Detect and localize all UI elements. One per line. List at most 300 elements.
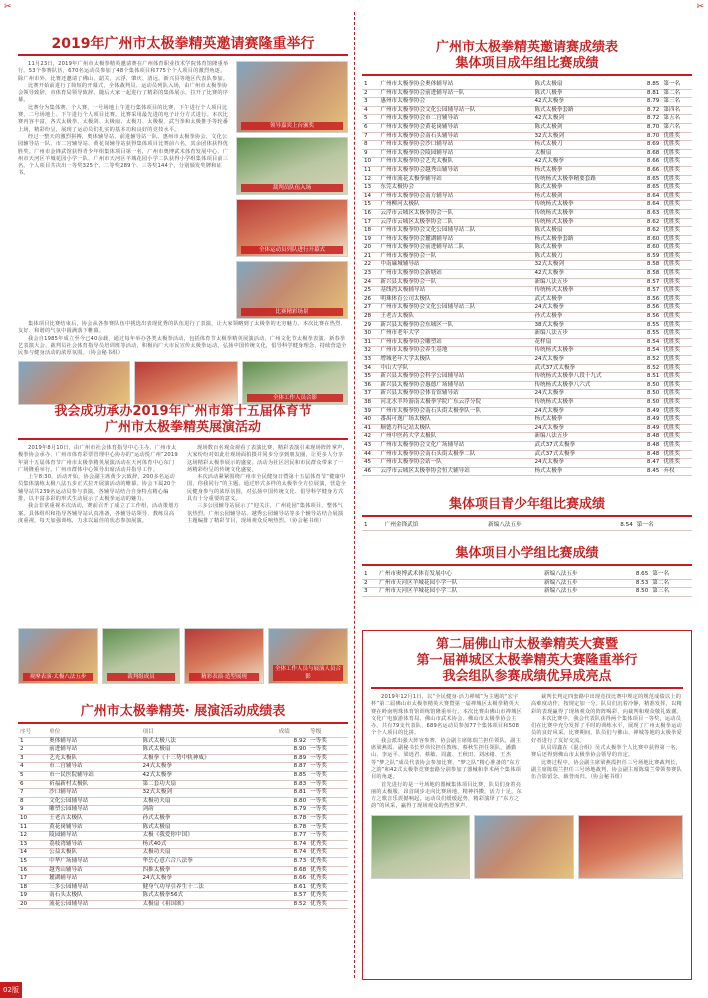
table-cell-event: 太极拳《十三势中轨神威》 [142, 754, 210, 761]
photo-opening-ceremony [236, 199, 348, 257]
table-cell-score: 8.74 [293, 849, 307, 856]
table-cell-rank: 6 [364, 123, 368, 130]
photo-caption: 观摩表演·太极八法五步 [23, 673, 93, 681]
table-cell-award: 优胜奖 [663, 390, 681, 397]
table-cell-rank: 43 [364, 441, 372, 448]
table-cell-event: 传统杨式太极拳 [534, 347, 574, 354]
table-cell-score: 8.66 [646, 158, 660, 165]
table-cell-award: 优秀奖 [310, 875, 327, 882]
table-cell-rank: 33 [364, 356, 372, 362]
table-cell-award: 优胜奖 [663, 450, 681, 457]
table-cell-unit: 沙口辅导站 [49, 789, 78, 796]
table-cell-score: 8.66 [646, 166, 660, 173]
table-cell-event: 24式太极拳 [142, 763, 172, 770]
table-cell-rank: 8 [364, 141, 368, 148]
table-row [362, 81, 692, 89]
table-cell-rank: 44 [364, 450, 372, 457]
table-cell-score: 8.49 [646, 407, 660, 414]
table-row [362, 390, 692, 399]
table-cell-award: 优胜奖 [663, 356, 681, 362]
table-cell-event: 32式太极剑 [534, 261, 564, 268]
table-cell-score: 8.64 [646, 201, 660, 208]
table-cell-unit: 奥体辅导站 [49, 737, 78, 744]
table-cell-event: 42式太极拳 [142, 771, 172, 778]
table-cell-rank: 19 [364, 235, 372, 242]
table-cell-unit: 黄花岗辅导站 [49, 823, 83, 830]
table-cell-score: 8.52 [646, 364, 660, 371]
table-cell-score: 8.87 [293, 763, 307, 770]
primary-results [362, 546, 692, 597]
table-body [18, 737, 348, 909]
table-cell-unit: 广州市太极拳协会前进辅导站二队 [380, 244, 465, 251]
table-cell-unit: 祈福新村太极队 [49, 780, 89, 787]
photo-exhibition [18, 628, 98, 684]
table-cell-score: 8.65 [646, 184, 660, 191]
table-cell-award: 优胜奖 [663, 218, 681, 225]
table-cell-score: 8.69 [646, 141, 660, 148]
table-row [362, 201, 692, 210]
exhibition-results-table [18, 729, 348, 909]
table-cell-rank: 42 [364, 433, 372, 440]
photo-caption: 裁判组成员 [107, 673, 175, 681]
table-cell-event: 传统杨式太极拳 [534, 201, 574, 208]
table-cell-unit: 广州市太极拳协会文化公园辅导站一队 [380, 106, 476, 113]
table-body [362, 522, 692, 530]
table-cell-award: 优胜奖 [663, 244, 681, 251]
left-column [18, 0, 348, 998]
table-cell-event: 24式太极拳 [142, 875, 172, 882]
table-cell-rank: 18 [20, 883, 28, 890]
table-cell-award: 一等奖 [310, 780, 327, 787]
table-cell-rank: 7 [364, 132, 368, 139]
table-cell-award: 第二名 [663, 89, 681, 96]
photo-referees [102, 628, 180, 684]
table-row [18, 797, 348, 806]
table-row [362, 192, 692, 201]
table-row [18, 832, 348, 841]
table-cell-score: 8.50 [646, 398, 660, 405]
table-cell-rank: 3 [364, 98, 368, 105]
table-cell-rank: 46 [364, 467, 372, 474]
table-cell-unit: 广州市太极拳协会养生基地 [380, 347, 448, 354]
table-row [18, 789, 348, 798]
table-cell-score: 8.68 [646, 149, 660, 156]
table-cell-score: 8.77 [293, 832, 307, 839]
table-cell-award: 优胜奖 [663, 158, 681, 165]
table-cell-event: 花样扇 [534, 338, 552, 345]
paragraph: 比赛开始前进行了简短的开幕式，全体裁判员、运动员列队入场，由广州市太极拳协会领导致辞，市体育局领导致辞。随后大家一起进行了精彩的集体展示，拉开了比赛的序幕。 [18, 82, 229, 104]
paragraph: 本次比赛中，我会代表队获得两个集体项目一等奖，运动员们在比赛中充分发挥了平时的训练水平，展现了广州太极拳运动员的良好风采。比赛期间，队员们与佛山、禅城等地的太极拳爱好者进行了友好交流。 [531, 715, 682, 744]
table-row [18, 754, 348, 763]
table-cell-unit: 广州市太极拳协会雕塑站 [380, 338, 442, 345]
table-cell-rank: 3 [20, 754, 24, 761]
table-cell-unit: 广州市太极拳协会沙口辅导站 [380, 141, 454, 148]
table-cell-unit: 广州市流花太极拳辅导站 [380, 175, 442, 182]
table-row [362, 433, 692, 442]
table-cell-score: 8.81 [293, 789, 307, 796]
photo-award-ceremony [236, 61, 348, 133]
table-cell-event: 24式太极拳 [534, 390, 564, 397]
title-divider [18, 54, 348, 56]
table-cell-event: 华岳心意六合八法拳 [142, 857, 193, 864]
table-cell-award: 优胜奖 [663, 132, 681, 139]
table-cell-score: 8.48 [646, 441, 660, 448]
table-row [18, 866, 348, 875]
table-cell-score: 8.70 [646, 123, 660, 130]
table-cell-score: 8.65 [635, 571, 649, 577]
table-cell-event: 第二套功夫扇 [142, 780, 177, 787]
table-cell-rank: 25 [364, 287, 372, 294]
table-cell-unit: 广州市老年大学 [380, 330, 420, 337]
table-cell-event: 陈式太极扇 [142, 746, 171, 753]
article-subtitle: 广州市太极拳精英展演活动 [104, 420, 261, 435]
table-cell-award: 优胜奖 [663, 278, 681, 285]
table-title: 广州市太极拳精英邀请赛成绩表 [435, 40, 618, 55]
table-cell-award: 第一名 [663, 81, 681, 87]
table-cell-score: 8.52 [646, 356, 660, 362]
photo-caption: 全体工作人员与展演人员合影 [274, 666, 341, 680]
paragraph: 比赛分为集体赛、个人赛，一号场地上午进行集体项目的比赛，下午进行个人项目比赛，二号场地上、下午进行个人项目比赛。比赛采用最先进的电子计分方式进行。本次比赛内容丰富，各式太极拳、太极剑、太极扇、太极刀、太极棍、武当拳和太极推手等轮番上场，精彩纷呈，展现了运动员们扎实的基本功和良好的竞技水平。 [18, 104, 229, 133]
table-cell-unit: 明珠体育公司太极队 [380, 295, 431, 302]
table-row [18, 892, 348, 901]
table-row [362, 278, 692, 287]
table-cell-event: 杨式40式 [142, 840, 167, 847]
table-row [362, 522, 692, 530]
article-invitational [18, 36, 348, 405]
table-cell-event: 陈式太极扇 [142, 823, 171, 830]
table-cell-rank: 3 [364, 588, 368, 595]
table-row [362, 261, 692, 270]
paragraph: 裁判长判定四套路中出现竞技比赛中规定的规范成绩以上的高难度动作，按规定加一分。队员们沉着冷静，精准发挥，以精彩的表现赢得了现场观众的阵阵喝彩，向裁判和观众敬礼致谢。 [531, 694, 682, 715]
photo-caption: 裁判员队伍入场 [241, 184, 343, 192]
title-divider [371, 687, 683, 689]
table-row [362, 571, 692, 579]
table-cell-award: 一等奖 [310, 806, 327, 813]
table-row [362, 141, 692, 150]
table-cell-score: 8.55 [646, 330, 660, 337]
title-divider [18, 438, 348, 440]
table-cell-unit: 市一民医院辅导站 [49, 771, 94, 778]
table-cell-unit: 广州市太极拳协会市二宫辅导站 [380, 115, 459, 122]
table-cell-score: 8.70 [646, 132, 660, 139]
table-cell-score: 8.45 [646, 467, 660, 474]
table-cell-rank: 2 [364, 89, 368, 96]
table-cell-score: 8.54 [646, 338, 660, 345]
table-cell-score: 8.49 [646, 424, 660, 431]
table-cell-score: 8.57 [646, 287, 660, 294]
paragraph: 2019年8月10日，由广州市社会体育指导中心主办、广州市太极拳协会承办、广州市体育彩票管理中心协办的“运动悦广州”2019年第十五届体育节广州市太极拳精英展演活动在天河体育中心东门广场隆重举行。广州市群体中心领导出席活动并指导工作。 [18, 445, 178, 473]
table-cell-event: 24式太极拳 [534, 459, 564, 466]
photo-caption: 精彩表演·造型展现 [189, 673, 259, 681]
table-row [362, 158, 692, 167]
table-cell-unit: 公益太极队 [49, 849, 78, 856]
table-cell-score: 8.80 [293, 797, 307, 804]
table-cell-award: 一等奖 [310, 771, 327, 778]
table-cell-rank: 2 [364, 579, 368, 586]
table-cell-rank: 39 [364, 407, 372, 414]
table-cell-rank: 34 [364, 364, 372, 371]
table-cell-event: 陈式八极拳 [534, 89, 563, 96]
table-cell-award: 优胜奖 [663, 373, 681, 380]
table-cell-event: 健身气功导引养生十二法 [142, 883, 204, 890]
table-cell-rank: 5 [20, 771, 24, 778]
table-cell-score: 8.79 [646, 98, 660, 105]
table-row [18, 771, 348, 780]
table-cell-event: 传统杨式太极拳 [534, 218, 574, 225]
table-body [362, 81, 692, 476]
table-cell-event: 陈式太极刀 [534, 252, 563, 259]
table-cell-event: 孙式太极拳 [142, 814, 171, 821]
table-cell-unit: 新兴县太极拳协会一队 [380, 278, 437, 285]
table-cell-award: 优秀奖 [310, 883, 327, 890]
table-cell-event: 42式太极拳 [534, 270, 564, 277]
table-cell-award: 优秀奖 [310, 900, 327, 907]
table-cell-rank: 11 [20, 823, 28, 830]
table-subtitle: 集体项目成年组比赛成绩 [455, 56, 599, 71]
photo-competition [236, 261, 348, 319]
table-cell-rank: 20 [20, 900, 28, 907]
table-cell-unit: 王老吉太极队 [49, 814, 83, 821]
table-cell-award: 优胜奖 [663, 459, 681, 466]
photo-caption: 全体工作人员合影 [247, 394, 343, 402]
table-cell-unit: 前进辅导站 [49, 746, 78, 753]
table-cell-award: 优胜奖 [663, 347, 681, 354]
photo-referee-entrance [236, 137, 348, 195]
table-row [18, 763, 348, 772]
table-cell-event: 42式太极拳 [534, 98, 564, 105]
table-row [362, 459, 692, 468]
table-row [362, 295, 692, 304]
paragraph: 队员周鑫在《混合组》吴式太极拳个人比赛中获得第一名，赛后还得到佛山市太极拳协会领导的肯定。 [531, 745, 682, 759]
table-header-row [18, 729, 348, 737]
table-cell-score: 8.52 [293, 900, 307, 907]
table-cell-event: 杨式太极拳套路 [534, 235, 574, 242]
table-cell-rank: 28 [364, 313, 372, 320]
table-cell-event: 陈式太极拳套路 [534, 106, 574, 113]
table-cell-unit: 惠州市太极拳协会 [380, 98, 426, 105]
table-title: 集体项目小学组比赛成绩 [455, 546, 599, 561]
table-cell-unit: 广州市太极拳协会文化广场辅导站 [380, 441, 465, 448]
table-cell-unit: 广州市太极拳协会文化公园辅导站三队 [380, 304, 476, 311]
table-cell-score: 8.59 [646, 252, 660, 259]
table-cell-award: 优胜奖 [663, 166, 681, 173]
table-row [362, 373, 692, 382]
table-cell-award: 一等奖 [310, 763, 327, 770]
table-cell-score: 8.79 [293, 806, 307, 813]
article-subtitle: 我会组队参赛成绩优异成亮点 [442, 669, 612, 684]
table-cell-event: 传统杨式太极拳八段十九式 [534, 373, 602, 380]
table-cell-event: 陈式太极扇 [534, 227, 563, 234]
title-divider [362, 564, 692, 566]
table-cell-rank: 40 [364, 416, 372, 423]
table-cell-rank: 17 [364, 218, 372, 225]
table-cell-unit: 增城老年大学太极队 [380, 356, 431, 362]
table-row [362, 287, 692, 296]
column-header: 项目 [142, 729, 154, 735]
table-cell-event: 杨式太极拳 [534, 166, 563, 173]
table-row [362, 175, 692, 184]
paragraph: 比赛过程中，协会副主席梁燕霞担任三号场地比赛裁判长，副主席陈瑞兰担任三号场地裁判，协会副主席陈瑞兰带领参赛队伍合影留念，载誉而归。（协会秘书组） [531, 759, 682, 781]
table-cell-unit: 广州中医药大学太极队 [380, 433, 437, 440]
column-header: 等级 [310, 729, 322, 735]
title-divider [362, 74, 692, 76]
table-cell-award: 一等奖 [310, 814, 327, 821]
photo-group [18, 361, 130, 405]
table-cell-rank: 1 [20, 737, 24, 744]
table-cell-unit: 广州市太极拳协会艺光太极队 [380, 158, 454, 165]
table-row [362, 132, 692, 141]
table-cell-award: 第三名 [652, 588, 670, 595]
table-cell-unit: 越秀山辅导站 [49, 866, 83, 873]
table-cell-score: 8.81 [646, 89, 660, 96]
table-cell-score: 8.74 [293, 840, 307, 847]
table-row [362, 364, 692, 373]
table-row [18, 823, 348, 832]
table-cell-event: 武式37式太极拳 [534, 441, 576, 448]
table-cell-award: 优胜奖 [663, 192, 681, 199]
table-cell-rank: 9 [20, 806, 24, 813]
photo-staff [242, 361, 348, 405]
table-cell-unit: 顺德力科记站太极队 [380, 424, 431, 431]
table-row [362, 407, 692, 416]
table-cell-award: 优胜奖 [663, 441, 681, 448]
photo-foshan-team [371, 815, 470, 879]
table-row [362, 579, 692, 588]
table-cell-award: 第二名 [652, 579, 670, 586]
table-cell-rank: 20 [364, 244, 372, 251]
table-row [362, 347, 692, 356]
table-cell-score: 8.57 [293, 892, 307, 899]
table-row [362, 467, 692, 476]
table-cell-award: 一等奖 [310, 754, 327, 761]
table-cell-award: 优秀奖 [310, 849, 327, 856]
table-cell-rank: 14 [364, 192, 372, 199]
paragraph: 集体项目比赛结束后，协会从各参赛队伍中挑选出表现优秀的队伍进行了表演，让大家领略到了太极拳的无穷魅力。本次比赛在热烈、友好、和谐的气氛中圆满落下帷幕。 [18, 321, 346, 335]
table-cell-score: 8.73 [293, 857, 307, 864]
paragraph: 经过一整天的激烈拼搏，奥体辅导站、前进辅导站一队、惠州市太极拳协会、文化公园辅导站一队、市二宫辅导站、黄花岗辅导站获得集体项目比赛前六名，其余团体获得优胜奖。广州市金锋武馆获得青少年组集体项目第一名，广州市奥博武术体育发展中心、广州市天河区羊城花园小学一队、广州市天河区羊城花园小学二队获得小学组集体项目前三名。个人项目共决出一等奖325个、二等奖289个、三等奖144个，分别颁发奖牌和证书。 [18, 133, 229, 177]
table-cell-award: 优胜奖 [663, 270, 681, 277]
table-cell-unit: 广州市太极拳协会站一队 [380, 459, 442, 466]
table-cell-award: 优胜奖 [663, 313, 681, 320]
table-cell-score: 8.68 [293, 866, 307, 873]
table-cell-rank: 41 [364, 424, 372, 431]
table-cell-unit: 广州市太极拳协会麓湖辅导站 [380, 235, 454, 242]
table-cell-unit: 广州市太极拳协会南石头辅导站 [380, 132, 459, 139]
table-cell-unit: 新兴县太极拳协会东城区一队 [380, 321, 454, 328]
table-cell-unit: 广州市天河区羊城花园小学一队 [379, 579, 458, 586]
table-cell-unit: 广州市太极拳协会新塘站 [380, 270, 442, 277]
paragraph: 我会非常重视本次活动，赛前召开了成立了工作组，活动策划方案、具体组织和指导各辅导站认真准备，各辅导站领导、教练员高度重视，每天加强训练，力求以最佳的状态参加展演。 [18, 503, 179, 524]
table-cell-unit: 广州市太极拳协会南石头街太极拳二队 [380, 450, 476, 457]
table-cell-unit: 中南廉城辅导站 [380, 261, 420, 268]
table-cell-award: 一等奖 [310, 789, 327, 796]
table-cell-event: 24式太极拳 [534, 424, 564, 431]
paragraph: 11月23日，2019年广州市太极拳精英邀请赛在广州体育职业技术学院体育馆隆重举行。53个参赛队伍，670名运动员参加了48个集体项目和775个个人项目的激烈角逐。除广州市外，比赛还邀请了佛山、韶关、云浮、肇庆、清远、新兴县等地区代表队参加。 [18, 61, 229, 82]
table-row [362, 166, 692, 175]
table-cell-award: 优胜奖 [663, 381, 681, 388]
table-row [362, 304, 692, 313]
table-cell-award: 优胜奖 [663, 364, 681, 371]
table-cell-unit: 文化公园辅导站 [49, 797, 89, 804]
table-cell-event: 42式太极拳 [534, 158, 564, 165]
table-cell-unit: 麓湖辅导站 [49, 875, 78, 882]
title-divider [362, 515, 692, 517]
table-cell-unit: 陵园辅导站 [49, 832, 78, 839]
table-cell-rank: 7 [20, 789, 24, 796]
table-cell-event: 新编八法五步 [544, 571, 578, 577]
table-cell-award: 优胜奖 [663, 141, 681, 148]
table-cell-event: 陈式太极剑 [534, 123, 563, 130]
table-cell-unit: 南石头太极队 [49, 892, 83, 899]
table-cell-score: 8.66 [293, 875, 307, 882]
table-cell-score: 8.83 [293, 780, 307, 787]
table-cell-score: 8.78 [293, 814, 307, 821]
table-cell-event: 孙式太极拳 [534, 313, 563, 320]
adult-results-table [362, 81, 692, 476]
table-cell-award: 优秀奖 [310, 857, 327, 864]
paragraph: 我会自1985年成立至今已40余载，通过每年举办各类太极拳活动，包括体育节太极拳精英展演活动、广州文化节太极拳表演、新春拳艺表演大会、裁判员社会体育指导员培训班等活动，积极向广大市民宣传太极拳运动，弘扬中国传统文化，倡导科学健身理念，持续营造全民参与健身活动的浓厚氛围。（协会秘书组） [18, 335, 347, 357]
page-number-badge: 02版 [0, 982, 22, 998]
table-cell-rank: 1 [364, 81, 368, 87]
table-cell-rank: 16 [20, 866, 28, 873]
photo-foshan-group [578, 815, 683, 879]
table-cell-event: 新编八法五步 [544, 588, 578, 595]
table-cell-event: 四推太极拳 [142, 866, 171, 873]
photo-performance [184, 628, 264, 684]
exhibition-photos [18, 628, 348, 684]
title-divider [18, 722, 348, 724]
table-row [362, 330, 692, 339]
table-cell-score: 8.62 [646, 227, 660, 234]
photo-caption: 全体运动员列队进行开幕式 [241, 246, 343, 254]
table-cell-award: 优胜奖 [663, 416, 681, 423]
table-cell-award: 优胜奖 [663, 398, 681, 405]
table-cell-unit: 广州市太极拳协会越秀山辅导站 [380, 166, 459, 173]
table-cell-score: 8.50 [635, 588, 649, 595]
photo-staff-group [268, 628, 348, 684]
table-row [362, 252, 692, 261]
table-cell-event: 32式太极剑 [534, 132, 564, 139]
table-row [362, 227, 692, 236]
table-cell-award: 一等奖 [310, 832, 327, 839]
table-cell-unit: 广州市太极拳协会前进辅导站一队 [380, 89, 465, 96]
table-cell-award: 优胜奖 [663, 287, 681, 294]
table-cell-score: 8.56 [646, 304, 660, 311]
exhibition-results [18, 704, 348, 909]
table-title: 集体项目青少年组比赛成绩 [448, 497, 605, 512]
corner-mark-icon: ✂ [696, 2, 704, 12]
table-cell-event: 武式37式太极拳 [534, 364, 576, 371]
table-cell-rank: 6 [20, 780, 24, 787]
table-cell-award: 优胜奖 [663, 321, 681, 328]
article-subtitle: 第一届禅城区太极拳精英大赛隆重举行 [416, 653, 638, 668]
table-cell-unit: 广州市太极拳协会南石头街太极拳队一队 [380, 407, 482, 414]
table-row [362, 89, 692, 98]
table-cell-unit: 广州市太极拳协会陵园辅导站 [380, 149, 454, 156]
table-cell-event: 杨式太极刀 [534, 141, 563, 148]
table-cell-rank: 1 [364, 522, 368, 528]
table-cell-score: 8.55 [646, 321, 660, 328]
table-cell-unit: 荔枝湾辅导站 [49, 840, 83, 847]
table-cell-rank: 29 [364, 321, 372, 328]
table-cell-event: 传统杨式太极拳精要套路 [534, 175, 596, 182]
table-cell-event: 新编八法五步 [488, 522, 522, 528]
table-cell-event: 24式太极拳 [534, 304, 564, 311]
table-row [362, 123, 692, 132]
table-cell-rank: 2 [20, 746, 24, 753]
table-title: 广州市太极拳精英· 展演活动成绩表 [80, 704, 286, 719]
table-cell-event: 陈式太极拳 [534, 184, 563, 191]
